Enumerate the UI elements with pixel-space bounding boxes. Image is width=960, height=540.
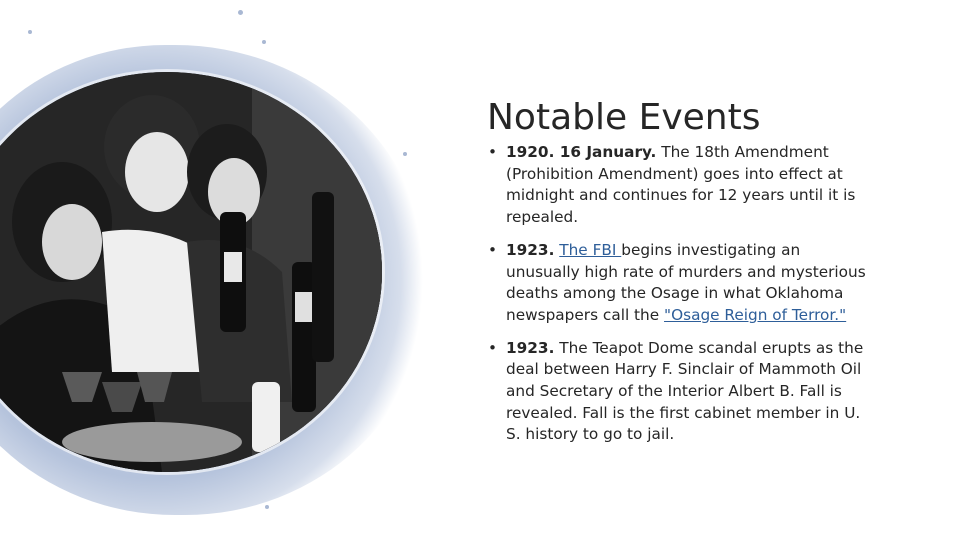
event-date: 1920. 16 January.	[506, 143, 657, 161]
bullet-icon: •	[488, 143, 498, 161]
event-date: 1923.	[506, 338, 555, 357]
face-shape	[125, 132, 189, 212]
historical-photo	[0, 72, 382, 472]
slide-title: Notable Events	[487, 97, 761, 138]
face-shape	[42, 204, 102, 280]
osage-reign-link[interactable]: "Osage Reign of Terror."	[664, 305, 847, 324]
paint-speck	[403, 152, 407, 156]
bullet-icon: •	[488, 338, 498, 357]
paint-speck	[265, 505, 269, 509]
paint-speck	[262, 40, 266, 44]
list-item	[488, 240, 878, 327]
paint-speck	[238, 10, 243, 15]
bullet-icon: •	[488, 240, 498, 259]
list-item	[488, 142, 878, 229]
list-item	[488, 338, 878, 447]
events-list	[488, 142, 878, 457]
event-text: begins investigating an unusually high rate of murders and mysterious deaths among the Osage in what Oklahoma newspapers call the	[506, 240, 866, 324]
event-date: 1923.	[506, 240, 555, 259]
event-text: The 18th Amendment (Prohibition Amendment) goes into effect at midnight and continues for 12 years until it is repealed.	[506, 143, 856, 227]
fbi-link[interactable]: The FBI	[559, 240, 622, 259]
event-text: The Teapot Dome scandal erupts as the deal between Harry F. Sinclair of Mammoth Oil and Secretary of the Interior Albert B. Fall is revealed. Fall is the first cabinet member in U. S. history to go to jail.	[506, 338, 864, 444]
photo-illustration	[0, 72, 382, 472]
paint-speck	[28, 30, 32, 34]
